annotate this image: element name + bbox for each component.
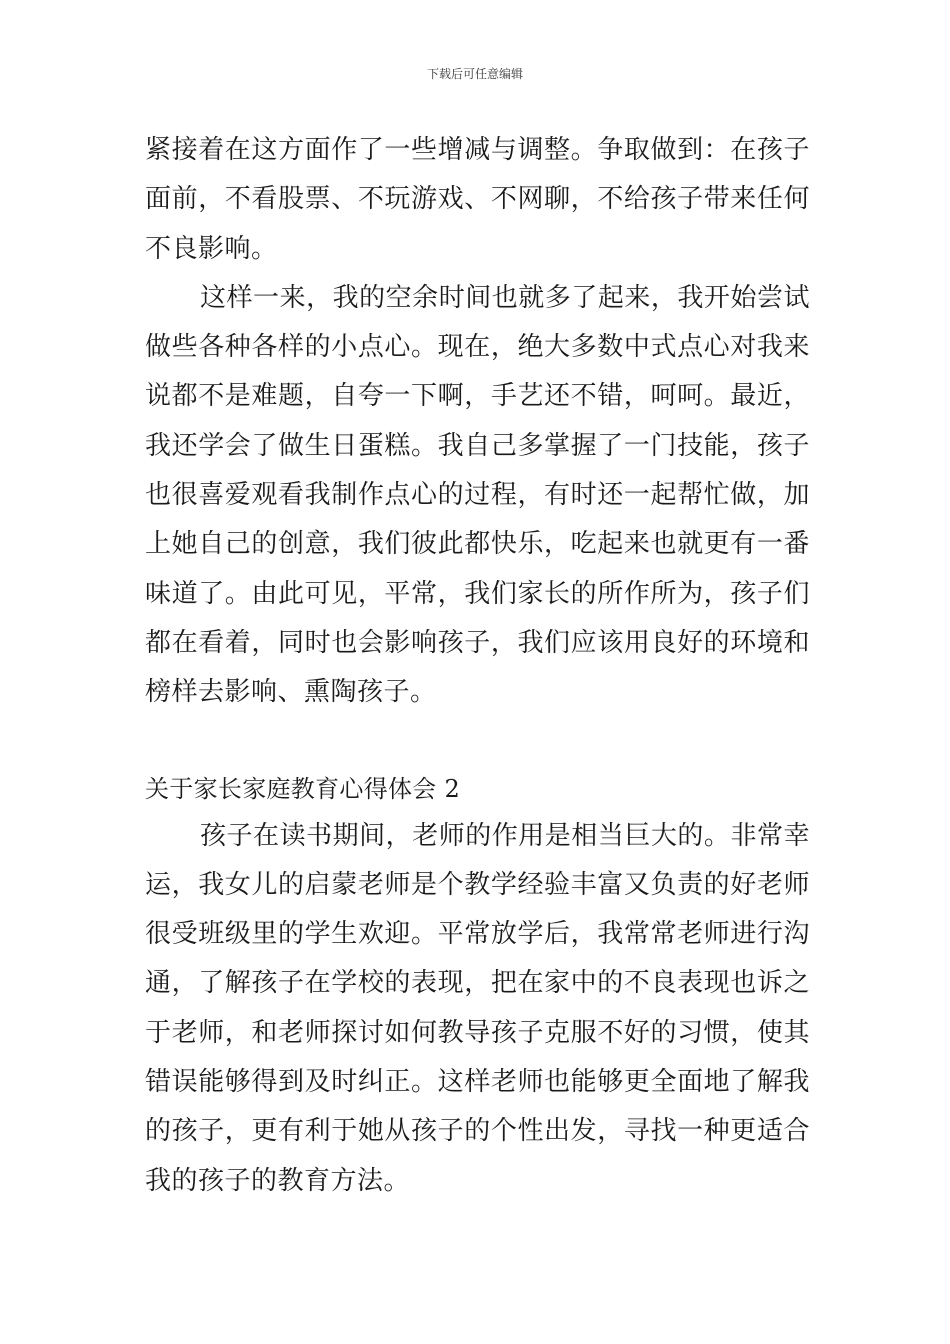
paragraph-2: 这样一来，我的空余时间也就多了起来，我开始尝试做些各种各样的小点心。现在，绝大多数中式点心对我来说都不是难题，自夸一下啊，手艺还不错，呵呵。最近，我还学会了做生日蛋糕。我自己多掌握了一门技能，孩子也很喜爱观看我制作点心的过程，有时还一起帮忙做，加上她自己的创意，我们彼此都快乐，吃起来也就更有一番味道了。由此可见，平常，我们家长的所作所为，孩子们都在看着，同时也会影响孩子，我们应该用良好的环境和榜样去影响、熏陶孩子。: [145, 282, 810, 708]
paragraph-1: 紧接着在这方面作了一些增减与调整。争取做到：在孩子面前，不看股票、不玩游戏、不网聊，不给孩子带来任何不良影响。: [145, 135, 810, 264]
document-body: [145, 126, 810, 1206]
paragraph-3: 孩子在读书期间，老师的作用是相当巨大的。非常幸运，我女儿的启蒙老师是个教学经验丰富又负责的好老师很受班级里的学生欢迎。平常放学后，我常常老师进行沟通，了解孩子在学校的表现，把在家中的不良表现也诉之于老师，和老师探讨如何教导孩子克服不好的习惯，使其错误能够得到及时纠正。这样老师也能够更全面地了解我的孩子，更有利于她从孩子的个性出发，寻找一种更适合我的孩子的教育方法。: [145, 820, 810, 1196]
section-heading: 关于家长家庭教育心得体会 2: [145, 774, 461, 803]
page-header: 下载后可任意编辑: [426, 67, 523, 81]
